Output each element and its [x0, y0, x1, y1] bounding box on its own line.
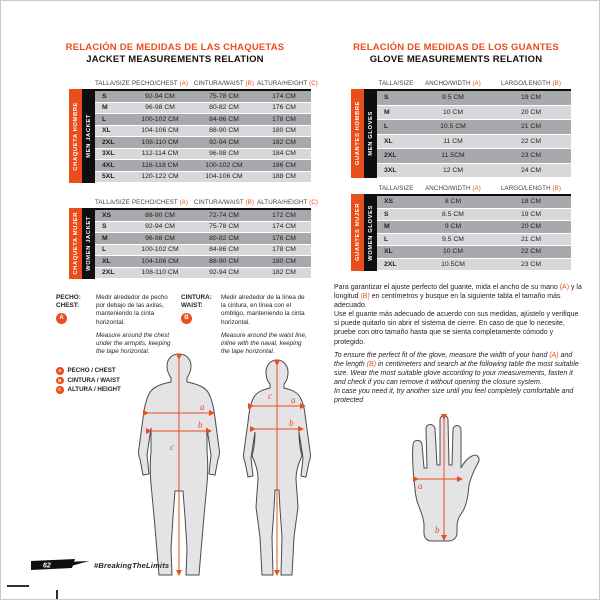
table-row	[95, 149, 311, 161]
header-waist: CINTURA/WAIST	[193, 79, 244, 87]
size-cell: M	[384, 108, 390, 116]
legend-height: C ALTURA / HEIGHT	[56, 386, 121, 394]
table-row	[95, 233, 311, 245]
value-cell: 88-90 CM	[209, 257, 239, 265]
value-cell: 112-114 CM	[141, 150, 179, 158]
table-row	[95, 137, 311, 149]
waist-text-en: Measure around the waist line, inline with the naval, keeping the tape horizontal.	[221, 331, 307, 356]
value-cell: 19 CM	[520, 210, 542, 218]
table-row	[377, 120, 571, 135]
table-row	[377, 106, 571, 121]
value-cell: 92-94 CM	[145, 223, 175, 231]
legend-chest: A PECHO / CHEST	[56, 367, 121, 375]
value-cell: 92-94 CM	[209, 269, 239, 277]
value-cell: 10 CM	[442, 108, 464, 116]
size-cell: L	[384, 235, 389, 243]
table-row	[95, 172, 311, 184]
value-cell: 178 CM	[272, 115, 296, 123]
page-number-flag	[31, 559, 91, 577]
women-jacket-table	[69, 208, 311, 279]
table-row	[377, 149, 571, 164]
value-cell: 96-98 CM	[145, 234, 175, 242]
chest-label-en: CHEST:	[56, 302, 80, 309]
women-jacket-side-label-es: CHAQUETA MUJER	[69, 208, 82, 279]
value-cell: 180 CM	[272, 257, 296, 265]
value-cell: 88-90 CM	[209, 127, 239, 135]
table-row	[377, 259, 571, 272]
men-jacket-side-label-en: MEN JACKET	[82, 89, 95, 183]
value-cell: 108-110 CM	[141, 138, 179, 146]
value-cell: 23 CM	[520, 152, 542, 160]
table-row	[95, 245, 311, 257]
women-jacket-side-label-en: WOMEN JACKET	[82, 208, 95, 279]
waist-instruction	[181, 294, 311, 356]
value-cell: 96-98 CM	[145, 104, 175, 112]
table-row	[377, 196, 571, 209]
table-row	[377, 234, 571, 247]
size-cell: M	[102, 104, 108, 112]
key-a-badge: A	[56, 313, 67, 324]
value-cell: 176 CM	[272, 234, 296, 242]
glove-instructions-en: To ensure the perfect fit of the glove, measure the width of your hand (A) and the length (B) in centimeters and search at the following table the most suitable size. Wear the most suitable glove according to your measurements, fasten it and check if you can remove it without opening the closure system. In case you need it, try another size until you feel completely comfortable and protected	[334, 352, 579, 405]
value-cell: 18 CM	[520, 198, 542, 206]
size-cell: L	[102, 115, 107, 123]
value-cell: 88-90 CM	[145, 211, 175, 219]
size-cell: L	[384, 123, 389, 131]
female-label-c: c	[268, 391, 272, 401]
header-width: ANCHO/WIDTH	[425, 79, 471, 87]
men-gloves-table	[351, 89, 571, 178]
value-cell: 184 CM	[272, 150, 296, 158]
table-row	[95, 103, 311, 115]
value-cell: 21 CM	[520, 123, 542, 131]
size-cell: XS	[102, 211, 112, 219]
value-cell: 21 CM	[520, 235, 542, 243]
legend-b-badge: B	[56, 377, 64, 385]
size-cell: 5XL	[102, 173, 115, 181]
value-cell: 178 CM	[272, 246, 296, 254]
women-jacket-header: TALLA/SIZE PECHO/CHEST (A) CINTURA/WAIST (B) ALTURA/HEIGHT (C)	[95, 198, 318, 206]
value-cell: 12 CM	[442, 166, 464, 174]
value-cell: 92-94 CM	[145, 92, 175, 100]
jacket-title-en: JACKET MEASUREMENTS RELATION	[86, 53, 264, 65]
men-jacket-table	[69, 89, 311, 183]
size-cell: XL	[102, 127, 111, 135]
header-chest-key: (A)	[179, 79, 189, 87]
value-cell: 24 CM	[520, 166, 542, 174]
value-cell: 174 CM	[272, 92, 296, 100]
flag-shape	[31, 559, 75, 570]
value-cell: 8 CM	[444, 198, 462, 206]
header-height-key: (C)	[309, 79, 318, 87]
women-gloves-side-label-en: WOMEN GLOVES	[364, 194, 377, 271]
male-label-b: b	[198, 420, 203, 430]
chest-text-es: Medir alrededor de pecho por debajo de las axilas, manteniendo la cinta horizontal.	[96, 294, 168, 326]
value-cell: 19 CM	[520, 94, 542, 102]
female-figure-diagram	[227, 357, 327, 581]
table-row	[95, 91, 311, 103]
value-cell: 80-82 CM	[209, 234, 239, 242]
female-label-a: a	[291, 395, 296, 405]
hand-outline	[413, 416, 479, 542]
crop-mark-horizontal	[7, 585, 29, 587]
value-cell: 96-98 CM	[209, 150, 239, 158]
value-cell: 172 CM	[272, 211, 296, 219]
value-cell: 100-102 CM	[141, 246, 179, 254]
men-jacket-side-label-es: CHAQUETA HOMBRE	[69, 89, 82, 183]
header-size: TALLA/SIZE	[378, 79, 414, 87]
table-row	[95, 126, 311, 138]
value-cell: 84-86 CM	[209, 115, 239, 123]
waist-text-es: Medir alrededor de la línea de la cintura, en línea con el ombligo, manteniendo la cinta horizontal.	[221, 294, 305, 326]
size-cell: XL	[384, 137, 393, 145]
value-cell: 186 CM	[272, 161, 296, 169]
value-cell: 182 CM	[272, 138, 296, 146]
table-row	[377, 221, 571, 234]
key-b-badge: B	[181, 313, 192, 324]
table-row	[377, 164, 571, 179]
value-cell: 104-106 CM	[205, 173, 243, 181]
hashtag-text: #BreakingTheLimits	[94, 561, 170, 570]
men-gloves-side-label-es: GUANTES HOMBRE	[351, 89, 364, 178]
men-gloves-side-label-en: MEN GLOVES	[364, 89, 377, 178]
value-cell: 104-106 CM	[141, 127, 179, 135]
value-cell: 22 CM	[520, 137, 542, 145]
measurement-legend	[56, 367, 121, 396]
glove-instructions-es: Para garantizar el ajuste perfecto del guante, mida el ancho de su mano (A) y la longitud (B) en centímetros y busque en la siguiente tabla el tamaño más adecuado. Use el guante más adecuado de acuerdo con sus medidas, ajústelo y verifique si puede quitarlo sin abrir el sistema de cierre. En caso de que lo necesite, pruebe con otro tamaño hasta que se sienta completamente cómodo y protegido.	[334, 284, 582, 346]
glove-title-es: RELACIÓN DE MEDIDAS DE LOS GUANTES	[353, 42, 559, 53]
value-cell: 84-86 CM	[209, 246, 239, 254]
value-cell: 80-82 CM	[209, 104, 239, 112]
women-gloves-table	[351, 194, 571, 271]
value-cell: 104-106 CM	[141, 257, 179, 265]
table-row	[377, 135, 571, 150]
value-cell: 75-78 CM	[209, 223, 239, 231]
female-label-b: b	[289, 418, 294, 428]
jacket-section-title	[39, 42, 311, 66]
header-length: LARGO/LENGTH	[500, 79, 551, 87]
women-gloves-side-label-es: GUANTES MUJER	[351, 194, 364, 271]
size-cell: L	[102, 246, 107, 254]
size-cell: XL	[384, 248, 393, 256]
legend-c-badge: C	[56, 386, 64, 394]
table-row	[95, 114, 311, 126]
header-height: ALTURA/HEIGHT	[257, 79, 308, 87]
value-cell: 100-102 CM	[205, 161, 243, 169]
waist-label-es: CINTURA:	[181, 294, 212, 301]
value-cell: 108-110 CM	[141, 269, 179, 277]
crop-mark-vertical	[56, 590, 58, 600]
size-cell: S	[102, 92, 107, 100]
value-cell: 75-78 CM	[209, 92, 239, 100]
size-cell: 2XL	[102, 269, 115, 277]
size-cell: S	[384, 94, 389, 102]
chest-label-es: PECHO:	[56, 294, 81, 301]
value-cell: 20 CM	[520, 108, 542, 116]
male-label-a: a	[200, 402, 205, 412]
size-cell: 2XL	[102, 138, 115, 146]
legend-waist: B CINTURA / WAIST	[56, 377, 121, 385]
value-cell: 10 CM	[442, 248, 464, 256]
header-waist-key: (B)	[245, 79, 255, 87]
hand-diagram	[401, 413, 491, 545]
legend-a-badge: A	[56, 367, 64, 375]
value-cell: 116-118 CM	[141, 161, 179, 169]
chest-instruction	[56, 294, 178, 356]
size-cell: 4XL	[102, 161, 115, 169]
value-cell: 180 CM	[272, 127, 296, 135]
value-cell: 10.5CM	[441, 260, 465, 268]
value-cell: 92-94 CM	[209, 138, 239, 146]
women-gloves-header: TALLA/SIZE ANCHO/WIDTH (A) LARGO/LENGTH (B)	[378, 184, 562, 192]
size-cell: 3XL	[102, 150, 115, 158]
value-cell: 100-102 CM	[141, 115, 179, 123]
size-cell: XS	[384, 198, 394, 206]
size-cell: M	[102, 234, 108, 242]
value-cell: 188 CM	[272, 173, 296, 181]
value-cell: 11.5CM	[441, 152, 465, 160]
size-cell: XL	[102, 257, 111, 265]
table-row	[95, 222, 311, 234]
size-cell: S	[102, 223, 107, 231]
value-cell: 182 CM	[272, 269, 296, 277]
page-number: 62	[43, 562, 51, 570]
male-figure-diagram	[124, 351, 234, 583]
value-cell: 72-74 CM	[209, 211, 239, 219]
value-cell: 120-122 CM	[141, 173, 179, 181]
hand-label-a: a	[418, 481, 423, 491]
value-cell: 11 CM	[443, 137, 463, 145]
male-label-c: c	[170, 442, 174, 452]
size-cell: 2XL	[384, 152, 397, 160]
table-row	[95, 160, 311, 172]
glove-section-title	[331, 42, 581, 66]
chest-text-en: Measure around the chest under the armpits, keeping the tape horizontal.	[96, 331, 171, 356]
value-cell: 22 CM	[520, 248, 542, 256]
value-cell: 9.5 CM	[442, 94, 464, 102]
value-cell: 176 CM	[272, 104, 296, 112]
table-row	[95, 210, 311, 222]
table-row	[377, 246, 571, 259]
size-cell: M	[384, 223, 390, 231]
jacket-title-es: RELACIÓN DE MEDIDAS DE LAS CHAQUETAS	[65, 42, 285, 53]
size-cell: S	[384, 210, 389, 218]
header-size: TALLA/SIZE	[95, 79, 130, 87]
hand-label-b: b	[435, 525, 440, 535]
value-cell: 23 CM	[520, 260, 542, 268]
value-cell: 8.5 CM	[442, 210, 464, 218]
size-cell: 3XL	[384, 166, 397, 174]
glove-title-en: GLOVE MEASUREMENTS RELATION	[369, 53, 543, 65]
table-row	[377, 209, 571, 222]
waist-label-en: WAIST:	[181, 302, 203, 309]
value-cell: 9.5 CM	[442, 235, 464, 243]
table-row	[95, 268, 311, 280]
value-cell: 10.5 CM	[440, 123, 466, 131]
value-cell: 20 CM	[520, 223, 542, 231]
men-jacket-header	[95, 78, 318, 88]
header-chest: PECHO/CHEST	[131, 79, 178, 87]
table-row	[95, 256, 311, 268]
value-cell: 174 CM	[272, 223, 296, 231]
value-cell: 9 CM	[444, 223, 462, 231]
table-row	[377, 91, 571, 106]
men-gloves-header: TALLA/SIZE ANCHO/WIDTH (A) LARGO/LENGTH (B)	[378, 79, 562, 87]
size-cell: 2XL	[384, 260, 397, 268]
